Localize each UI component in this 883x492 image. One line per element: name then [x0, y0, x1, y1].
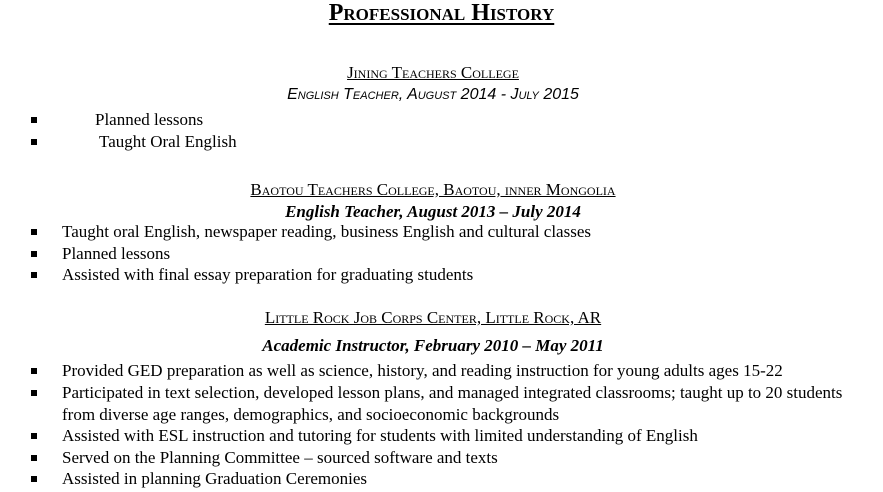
- bullet-square-icon: [31, 390, 37, 396]
- bullet-square-icon: [31, 272, 37, 278]
- bullet-square-icon: [31, 433, 37, 439]
- bullet-square-icon: [31, 368, 37, 374]
- employer-name: Little Rock Job Corps Center, Little Rock, AR: [264, 308, 602, 327]
- employer-name: Baotou Teachers College, Baotou, inner Mongolia: [250, 180, 616, 199]
- bullet-square-icon: [31, 251, 37, 257]
- bullet-square-icon: [31, 139, 37, 145]
- bullet-square-icon: [31, 117, 37, 123]
- employer-name: Jining Teachers College: [347, 63, 519, 82]
- job-role-dates: Academic Instructor, February 2010 – May 2011: [262, 336, 604, 355]
- bullet-square-icon: [31, 455, 37, 461]
- job-role-dates: English Teacher, August 2013 – July 2014: [285, 202, 581, 221]
- bullet-square-icon: [31, 476, 37, 482]
- bullet-square-icon: [31, 229, 37, 235]
- section-title: Professional History: [328, 0, 555, 26]
- job-role-dates: English Teacher, August 2014 - July 2015: [287, 86, 579, 103]
